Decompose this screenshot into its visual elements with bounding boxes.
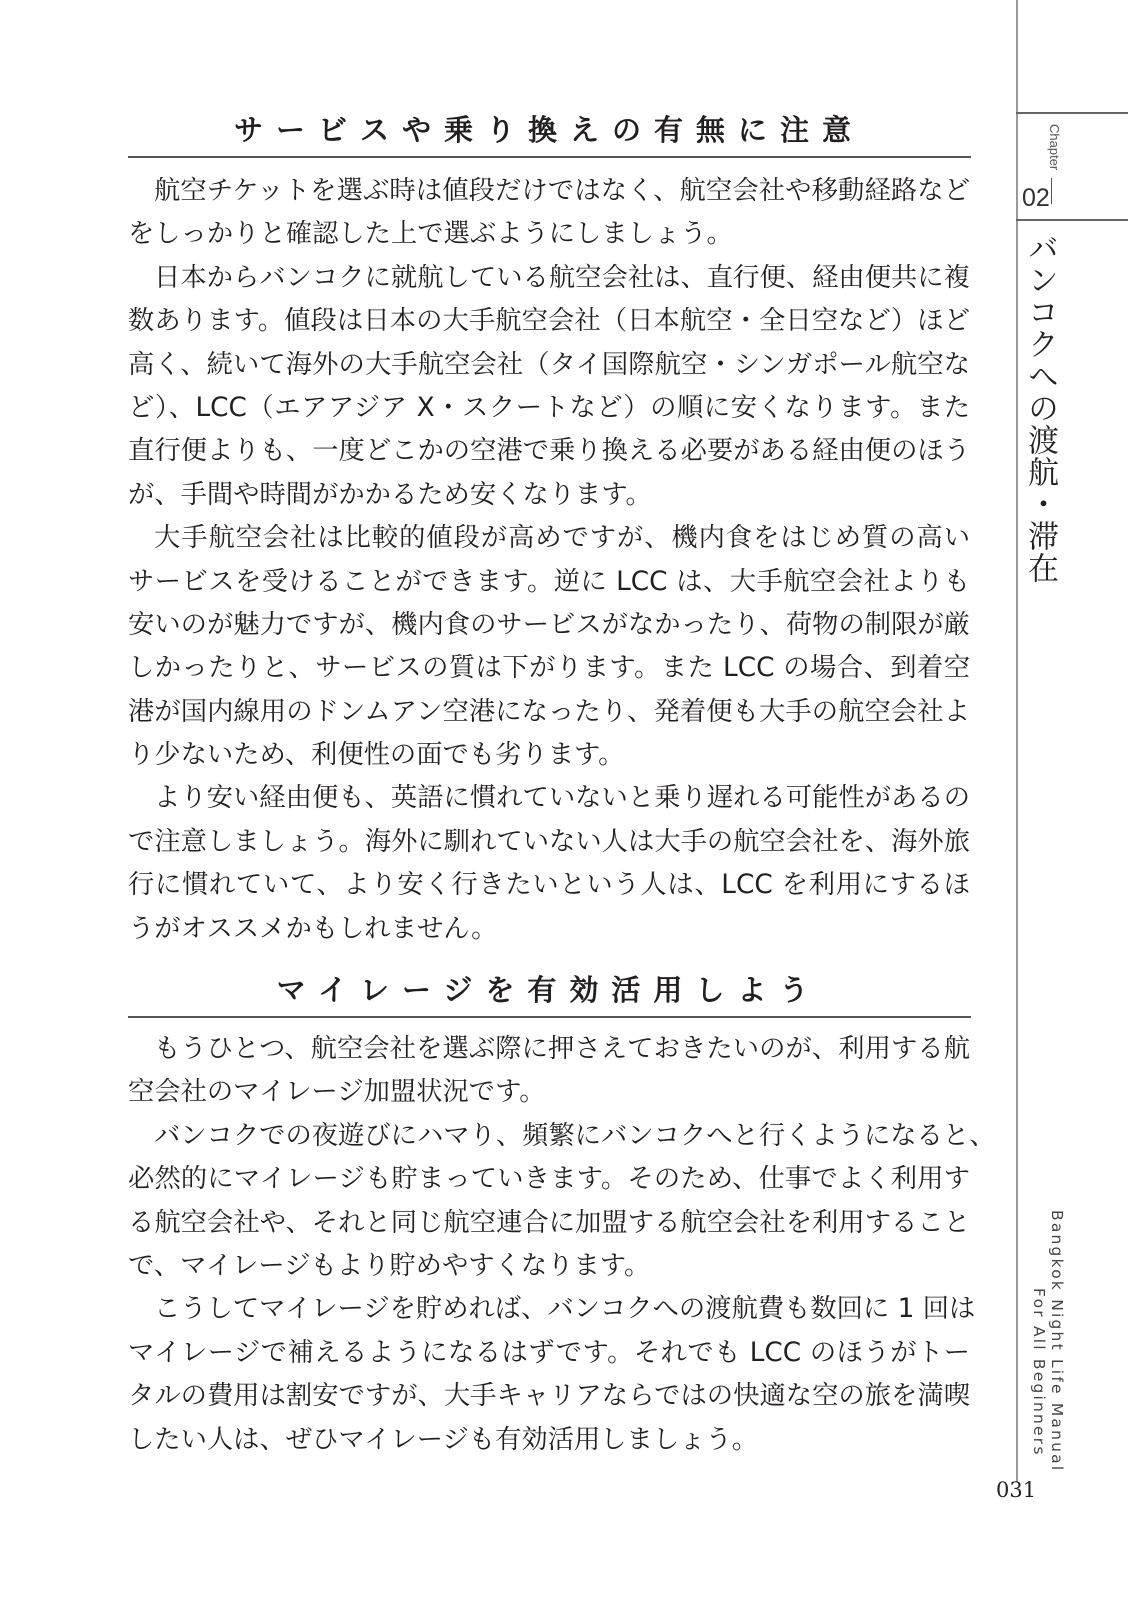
chapter-label: Chapter [1047, 124, 1062, 171]
paragraph-line: 航空チケットを選ぶ時は値段だけではなく、航空会社や移動経路など [154, 176, 970, 206]
paragraph-line: しかったりと、サービスの質は下がります。また LCC の場合、到着空 [128, 653, 970, 684]
paragraph-line: ど）、LCC（エアアジア X・スクートなど）の順に安くなります。また [128, 392, 970, 423]
paragraph-line: が、手間や時間がかかるため安くなります。 [128, 479, 652, 510]
paragraph-line: 大手航空会社は比較的値段が高めですが、機内食をはじめ質の高い [154, 523, 970, 554]
paragraph-line: 空会社のマイレージ加盟状況です。 [128, 1077, 546, 1108]
paragraph-line: 数あります。値段は日本の大手航空会社（日本航空・全日空など）ほど [128, 306, 970, 337]
book-title [1030, 1210, 1066, 1472]
paragraph-line: より安い経由便も、英語に慣れていないと乗り遅れる可能性があるの [154, 783, 970, 814]
chapter-bottom-rule [1016, 219, 1128, 221]
paragraph-line: り少ないため、利便性の面でも劣ります。 [128, 740, 625, 771]
paragraph-line: をしっかりと確認した上で選ぶようにしましょう。 [128, 219, 733, 250]
book-title-line1: Bangkok Night Life Manual [1048, 1210, 1066, 1473]
paragraph-line: うがオススメかもしれません。 [128, 913, 498, 944]
section-body-2 [128, 1028, 996, 1462]
section-body-1 [128, 170, 970, 951]
chapter-tick [1051, 178, 1052, 204]
paragraph-line: で注意しましょう。海外に馴れていない人は大手の航空会社を、海外旅 [128, 826, 970, 857]
section-heading-1: サービスや乗り換えの有無に注意 [233, 113, 864, 147]
heading-rule-2 [128, 1016, 971, 1018]
paragraph-line: タルの費用は割安ですが、大手キャリアならではの快適な空の旅を満喫 [128, 1381, 970, 1412]
paragraph-line: バンコクでの夜遊びにハマり、頻繁にバンコクへと行くようになると、 [154, 1120, 996, 1151]
chapter-title: バンコクへの渡航・滞在 [1022, 232, 1058, 584]
paragraph-line: 港が国内線用のドンムアン空港になったり、発着便も大手の航空会社よ [128, 696, 970, 727]
paragraph-line: 直行便よりも、一度どこかの空港で乗り換える必要がある経由便のほう [128, 436, 970, 467]
paragraph-line: サービスを受けることができます。逆に LCC は、大手航空会社よりも [128, 566, 970, 597]
paragraph-line: こうしてマイレージを貯めれば、バンコクへの渡航費も数回に 1 回は [154, 1294, 976, 1325]
page-number: 031 [996, 1478, 1037, 1502]
paragraph-line: 必然的にマイレージも貯まっていきます。そのため、仕事でよく利用す [128, 1164, 970, 1195]
paragraph-line: 高く、続いて海外の大手航空会社（タイ国際航空・シンガポール航空な [128, 349, 970, 380]
paragraph-line: る航空会社や、それと同じ航空連合に加盟する航空会社を利用すること [128, 1207, 970, 1238]
chapter-number: 02 [1022, 184, 1050, 212]
margin-divider [1016, 0, 1018, 1482]
paragraph-line: 日本からバンコクに就航している航空会社は、直行便、経由便共に複 [154, 262, 970, 293]
heading-rule-1 [128, 156, 971, 158]
book-title-line2: For All Beginners [1030, 1288, 1048, 1457]
paragraph-line: したい人は、ぜひマイレージも有効活用しましょう。 [128, 1424, 759, 1455]
paragraph-line: マイレージで補えるようになるはずです。それでも LCC のほうがトー [128, 1337, 970, 1368]
chapter-top-rule [1016, 112, 1128, 114]
paragraph-line: 行に慣れていて、より安く行きたいという人は、LCC を利用にするほ [128, 870, 970, 901]
paragraph-line: 安いのが魅力ですが、機内食のサービスがなかったり、荷物の制限が厳 [128, 609, 970, 640]
paragraph-line: で、マイレージもより貯めやすくなります。 [128, 1250, 651, 1281]
paragraph-line: もうひとつ、航空会社を選ぶ際に押さえておきたいのが、利用する航 [154, 1034, 970, 1064]
section-heading-2: マイレージを有効活用しよう [276, 973, 822, 1007]
